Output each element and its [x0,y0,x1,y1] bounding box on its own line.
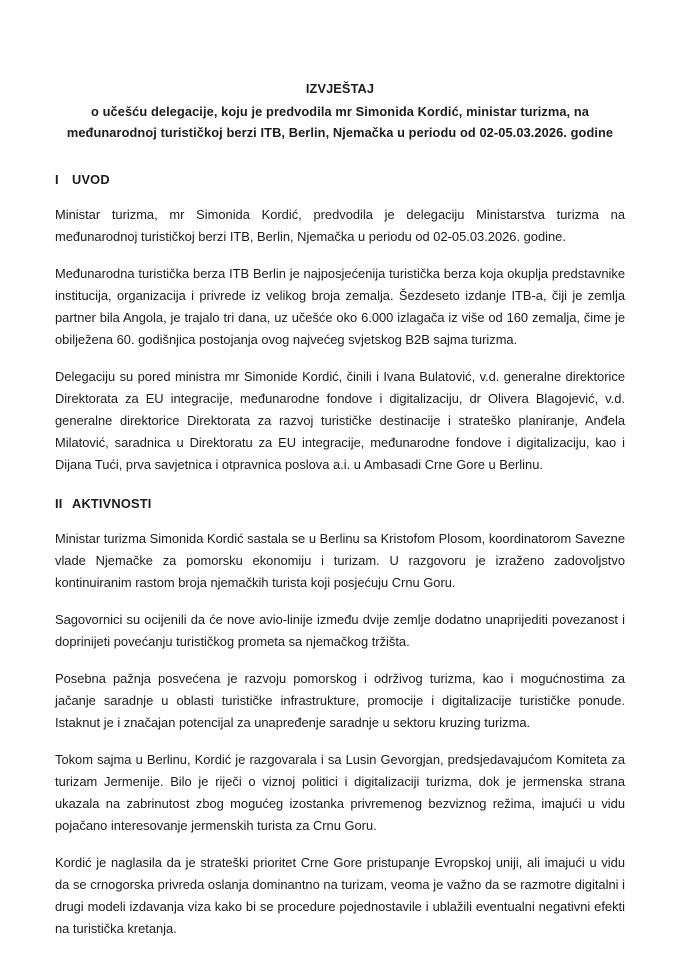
paragraph: Posebna pažnja posvećena je razvoju pomorskog i održivog turizma, kao i mogućnostima za jačanje saradnje u oblasti turističke infrastrukture, promocije i digitalizacije turističke ponude. Istaknut je i značajan potencijal za unapređenje saradnje u sektoru kruzing turizma. [55,670,625,730]
paragraph: Kordić je naglasila da je strateški prioritet Crne Gore pristupanje Evropskoj uniji, ali imajući u vidu da se crnogorska privreda oslanja dominantno na turizam, veoma je važno da se razmotre digitalni i drugi modeli izdavanja viza kako bi se procedure pojednostavile i ublažili eventualni negativni efekti na turistička kretanja. [55,854,625,936]
paragraph: Tokom sajma u Berlinu, Kordić je razgovarala i sa Lusin Gevorgjan, predsjedavajućom Komiteta za turizam Jermenije. Bilo je riječi o viznoj politici i digitalizaciji turizma, dok je jermenska strana ukazala na zabrinutost zbog mogućeg izostanka privremenog bezviznog režima, imajući u vidu pojačano interesovanje jermenskih turista za Crnu Goru. [55,751,625,833]
section-heading-uvod [55,169,625,190]
section-title-2: AKTIVNOSTI [72,495,152,511]
section-title-1: UVOD [72,171,110,187]
paragraph: Sagovornici su ocijenili da će nove avio-linije između dvije zemlje dodatno unaprijediti povezanost i doprinijeti povećanju turističkog prometa sa njemačkog tržišta. [55,611,625,649]
document-title-main: IZVJEŠTAJ [305,81,375,96]
document-title-subtitle-line-2: međunarodnoj turističkoj berzi ITB, Berlin, Njemačka u periodu od 02-05.03.2026. godine [66,125,614,140]
section-numeral-1: I [55,171,59,187]
paragraph: Ministar turizma, mr Simonida Kordić, predvodila je delegaciju Ministarstva turizma na međunarodnoj turističkoj berzi ITB, Berlin, Njemačka u periodu od 02-05.03.2026. godine. [55,206,625,244]
document-title [55,78,625,144]
section-numeral-2: II [55,495,63,511]
document-title-subtitle-line-1: o učešću delegacije, koju je predvodila mr Simonida Kordić, ministar turizma, na [91,103,589,119]
section-heading-aktivnosti [55,493,625,514]
paragraph: Međunarodna turistička berza ITB Berlin je najposjećenija turistička berza koja okuplja predstavnike institucija, organizacija i privrede iz velikog broja zemalja. Šezdeseto izdanje ITB-a, čiji je zemlja partner bila Angola, je trajalo tri dana, uz učešće oko 6.000 izlagača iz više od 160 zemalja, čime je obilježena 60. godišnjica postojanja ovog najvećeg svjetskog B2B sajma turizma. [55,265,625,347]
paragraph: Ministar turizma Simonida Kordić sastala se u Berlinu sa Kristofom Plosom, koordinatorom Savezne vlade Njemačke za pomorsku ekonomiju i turizam. U razgovoru je izraženo zadovoljstvo kontinuiranim rastom broja njemačkih turista koji posjećuju Crnu Goru. [55,530,625,590]
paragraph: Delegaciju su pored ministra mr Simonide Kordić, činili i Ivana Bulatović, v.d. generalne direktorice Direktorata za EU integracije, međunarodne fondove i digitalizaciju, dr Olivera Blagojević, v.d. generalne direktorice Direktorata za razvoj turističke destinacije i strateško planiranje, Anđela Milatović, saradnica u Direktoratu za EU integracije, međunarodne fondove i digitalizaciju, kao i Dijana Tući, prva savjetnica i otpravnica poslova a.i. u Ambasadi Crne Gore u Berlinu. [55,368,625,472]
